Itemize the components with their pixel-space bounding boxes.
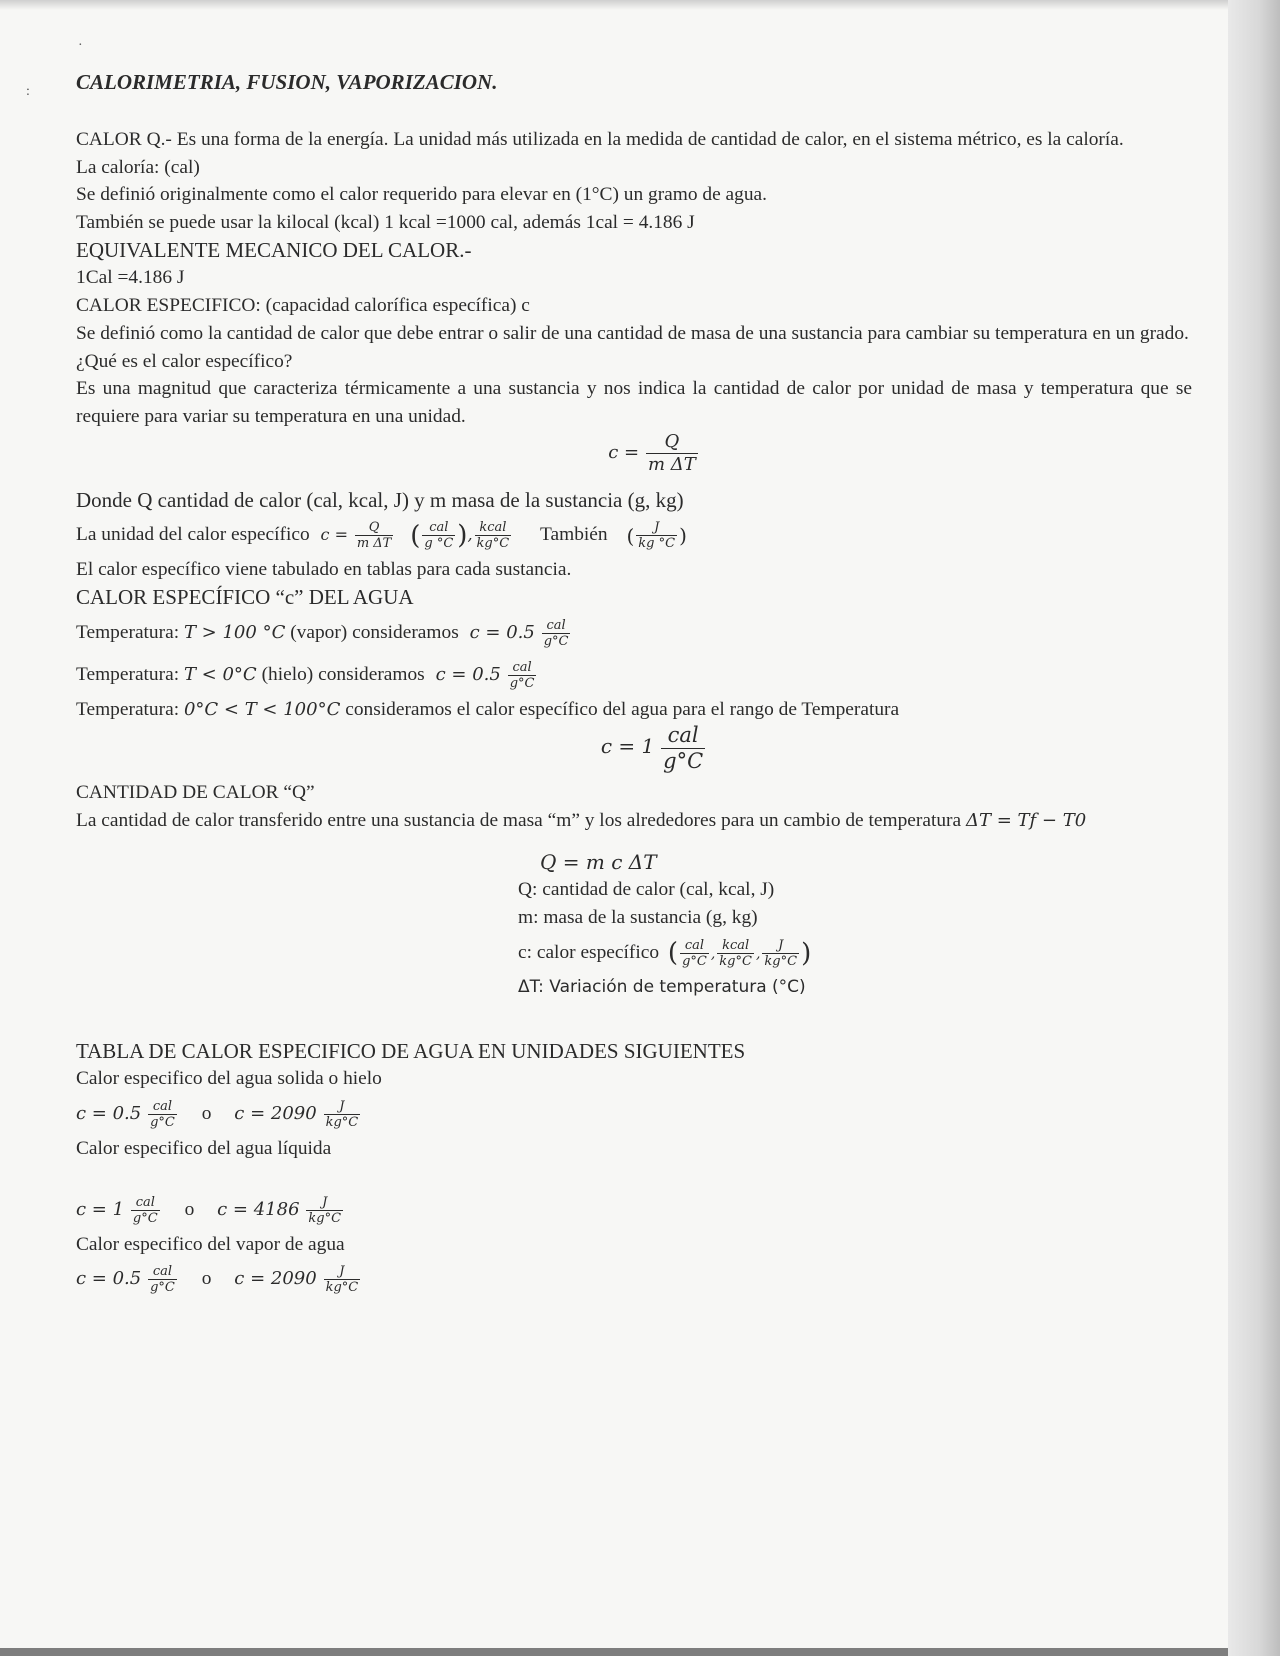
tabla-hielo-label: Calor especifico del agua solida o hielo bbox=[76, 1068, 382, 1090]
scan-bottom-edge bbox=[0, 1648, 1228, 1656]
legend-q: Q: cantidad de calor (cal, kcal, J) bbox=[518, 879, 775, 901]
tabla-vapor-values: c = 0.5 $\frac{\text{cal}}{g^\circ C}$ o c = 2090 $\frac{J}{kg^\circ C}$ bbox=[76, 1264, 359, 1296]
equation-c-agua: c = 1 $\frac{\text{cal}}{g^\circ C}$ bbox=[600, 723, 704, 774]
scan-speck: : bbox=[26, 84, 30, 99]
line-tabulado: El calor específico viene tabulado en tablas para cada sustancia. bbox=[76, 559, 572, 581]
line-question: ¿Qué es el calor específico? bbox=[76, 350, 293, 372]
paragraph-magnitud: Es una magnitud que caracteriza térmicamente a una sustancia y nos indica la cantidad de calor por unidad de masa y temperatura que se requiere para variar su temperatura en una unidad. bbox=[76, 378, 1192, 427]
page-title: CALORIMETRIA, FUSION, VAPORIZACION. bbox=[76, 70, 498, 94]
tabla-hielo-values: c = 0.5 $\frac{\text{cal}}{g^\circ C}$ o c = 2090 $\frac{J}{kg^\circ C}$ bbox=[76, 1098, 359, 1130]
paragraph-cantidad: La cantidad de calor transferido entre una sustancia de masa “m” y los alrededores para un cambio de temperatura ΔT = Tf − T0 bbox=[76, 810, 1087, 832]
line-1cal: 1Cal =4.186 J bbox=[76, 267, 185, 289]
line-unidad: La unidad del calor específico c = $\frac{Q}{\text{m ΔT}}$ ( $\frac{\text{cal}}{g ^\circ C}$ ), $\frac{\text{kcal}}{kg^\circ C}$ También ( $\frac{J}{kg ^\circ C}$ ) bbox=[76, 520, 687, 552]
heading-equivalente: EQUIVALENTE MECANICO DEL CALOR.- bbox=[76, 237, 472, 262]
line-temp-vapor: Temperatura: T > 100 °C (vapor) consideramos c = 0.5 $\frac{\text{cal}}{g^\circ C}$ bbox=[76, 617, 569, 649]
paragraph-definicion: Se definió como la cantidad de calor que debe entrar o salir de una cantidad de masa de una sustancia para cambiar su temperatura en un grado. bbox=[76, 322, 1189, 344]
heading-ce-agua: CALOR ESPECÍFICO “c” DEL AGUA bbox=[76, 585, 414, 609]
line-caloria: La caloría: (cal) bbox=[76, 156, 200, 178]
legend-c: c: calor específico ( $\frac{\text{cal}}{g^\circ C}$ , $\frac{\text{kcal}}{kg^\circ C}$ , $\frac{J}{kg^\circ C}$ ) bbox=[518, 937, 812, 969]
heading-calor-especifico: CALOR ESPECIFICO: (capacidad calorífica específica) c bbox=[76, 295, 530, 317]
line-temp-liquida: Temperatura: 0°C < T < 100°C consideramos el calor específico del agua para el rango de Temperatura bbox=[76, 698, 900, 720]
line-kilocal: También se puede usar la kilocal (kcal) 1 kcal =1000 cal, además 1cal = 4.186 J bbox=[76, 212, 695, 234]
tabla-liquida-label: Calor especifico del agua líquida bbox=[76, 1137, 332, 1159]
heading-cantidad: CANTIDAD DE CALOR “Q” bbox=[76, 782, 315, 804]
equation-c: c = $\frac{Q}{\text{m ΔT}}$ bbox=[608, 430, 696, 475]
legend-dt: ΔT: Variación de temperatura (°C) bbox=[518, 976, 806, 997]
equation-q: Q = m c ΔT bbox=[540, 849, 657, 874]
legend-m: m: masa de la sustancia (g, kg) bbox=[518, 907, 758, 929]
tabla-heading: TABLA DE CALOR ESPECIFICO DE AGUA EN UNIDADES SIGUIENTES bbox=[76, 1038, 746, 1063]
line-donde: Donde Q cantidad de calor (cal, kcal, J) y m masa de la sustancia (g, kg) bbox=[76, 487, 684, 512]
line-temp-hielo: Temperatura: T < 0°C (hielo) consideramos c = 0.5 $\frac{\text{cal}}{g^\circ C}$ bbox=[76, 659, 535, 691]
tabla-vapor-label: Calor especifico del vapor de agua bbox=[76, 1233, 345, 1255]
tabla-liquida-values: c = 1 $\frac{\text{cal}}{g^\circ C}$ o c = 4186 $\frac{J}{kg^\circ C}$ bbox=[76, 1194, 342, 1226]
paragraph-calor: CALOR Q.- Es una forma de la energía. La unidad más utilizada en la medida de cantidad de calor, en el sistema métrico, es la caloría. bbox=[76, 129, 1124, 150]
fraction-q-mdt: $\frac{Q}{\text{m ΔT}}$ bbox=[647, 430, 696, 475]
scan-right-edge bbox=[1228, 0, 1280, 1656]
fraction-unit: $\frac{Q}{\text{m ΔT}}$ bbox=[356, 520, 392, 552]
line-definio: Se definió originalmente como el calor requerido para elevar en (1°C) un gramo de agua. bbox=[76, 184, 767, 206]
scan-top-edge bbox=[0, 0, 1228, 10]
document-body bbox=[76, 64, 1192, 1300]
scan-speck: · bbox=[78, 38, 83, 53]
